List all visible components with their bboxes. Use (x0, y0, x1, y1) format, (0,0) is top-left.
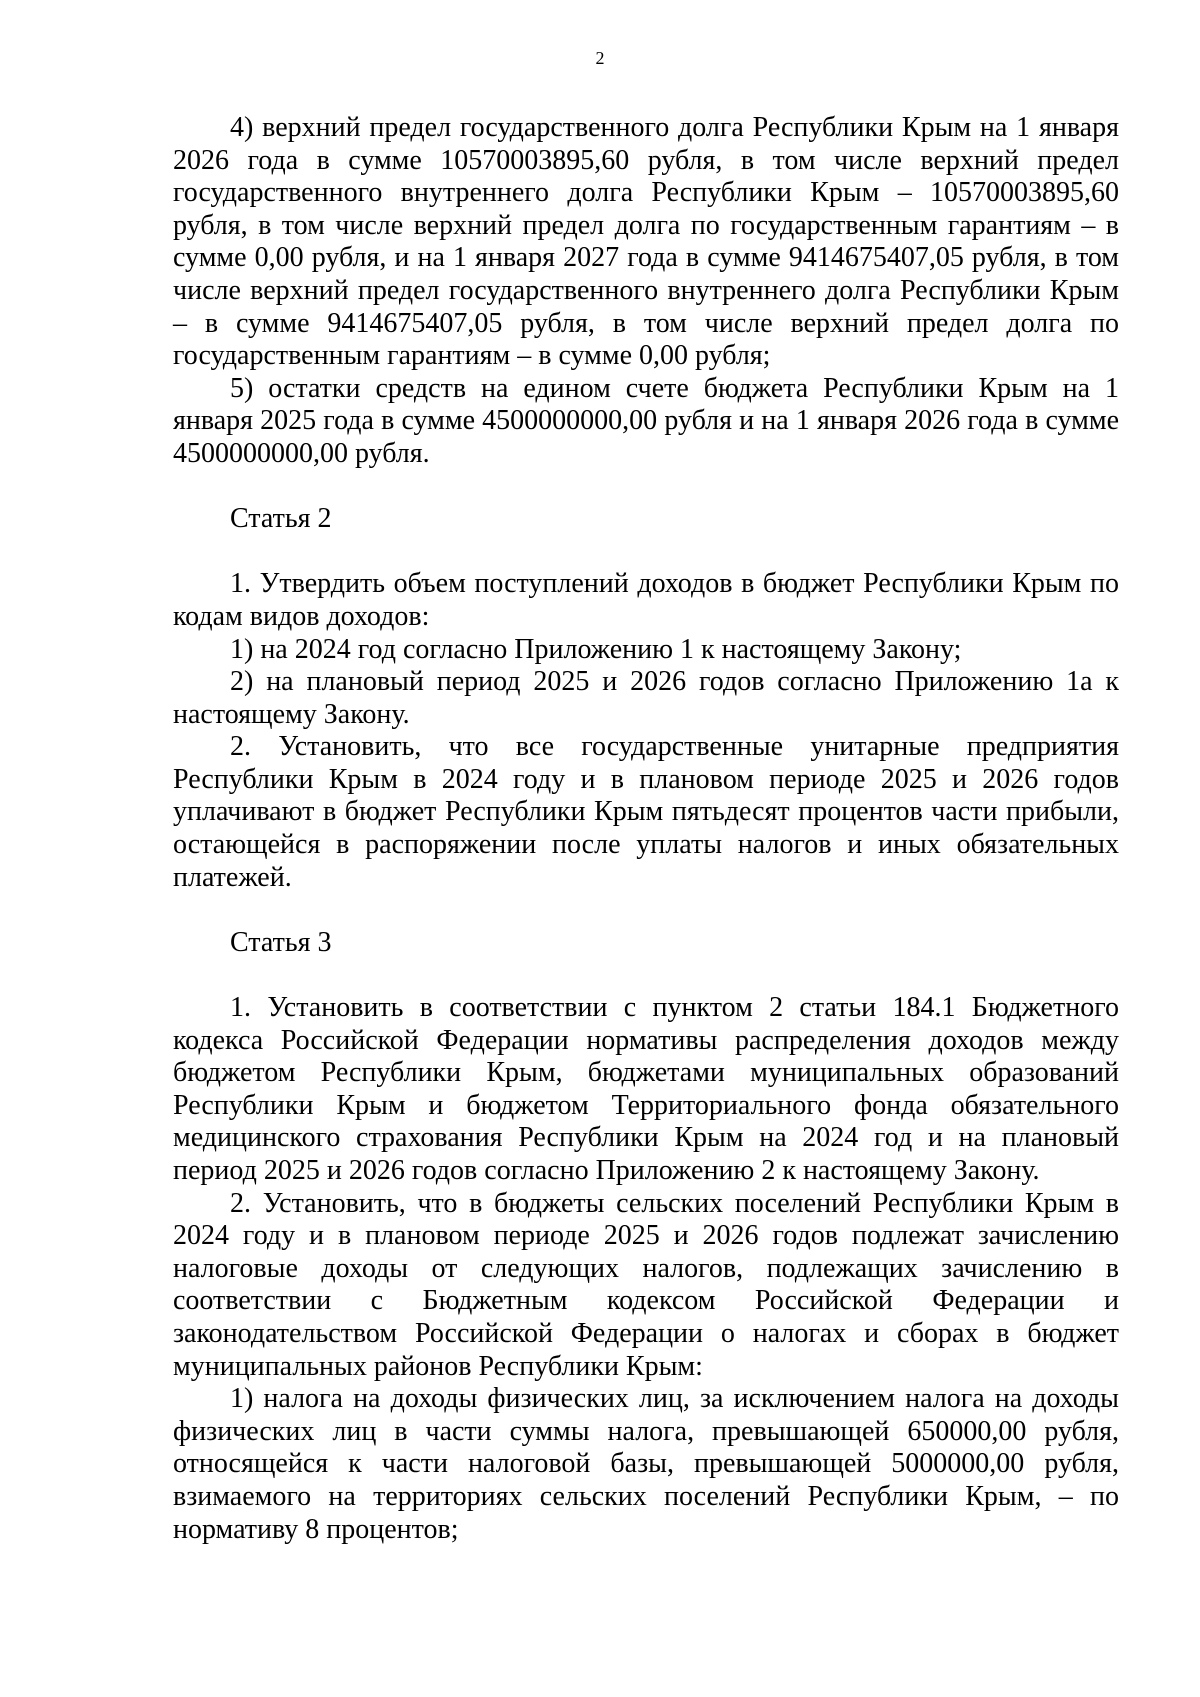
article-heading-3: Статья 3 (230, 926, 332, 958)
paragraph-rural-settlements: 2. Установить, что в бюджеты сельских поселений Республики Крым в 2024 году и в плановом периоде 2025 и 2026 годов подлежат зачислению налоговые доходы от следующих налогов, подлежащих зачислению в соответствии с Бюджетным кодексом Российской Федерации и законодательством Российской Федерации о налогах и сборах в бюджет муниципальных районов Республики Крым: (173, 1187, 1119, 1382)
page-number: 2 (595, 48, 605, 68)
paragraph-revenue-planning: 2) на плановый период 2025 и 2026 годов согласно Приложению 1а к настоящему Закону. (173, 666, 1119, 730)
paragraph-account-balances: 5) остатки средств на едином счете бюджета Республики Крым на 1 января 2025 года в сумме 4500000000,00 рубля и на 1 января 2026 года в сумме 4500000000,00 рубля. (173, 372, 1119, 469)
paragraph-unitary-enterprises: 2. Установить, что все государственные унитарные предприятия Республики Крым в 2024 году и в плановом периоде 2025 и 2026 годов уплачивают в бюджет Республики Крым пятьдесят процентов части прибыли, остающейся в распоряжении после уплаты налогов и иных обязательных платежей. (173, 731, 1119, 893)
paragraph-income-tax: 1) налога на доходы физических лиц, за исключением налога на доходы физических лиц в части суммы налога, превышающей 650000,00 рубля, относящейся к части налоговой базы, превышающей 5000000,00 рубля, взимаемого на территориях сельских поселений Республики Крым, – по нормативу 8 процентов; (173, 1383, 1119, 1545)
paragraph-debt-limit: 4) верхний предел государственного долга Республики Крым на 1 января 2026 года в сумме 10570003895,60 рубля, в том числе верхний предел государственного внутреннего долга Республики Крым – 10570003895,60 рубля, в том числе верхний предел долга по государственным гарантиям – в сумме 0,00 рубля, и на 1 января 2027 года в сумме 9414675407,05 рубля, в том числе верхний предел государственного внутреннего долга Республики Крым – в сумме 9414675407,05 рубля, в том числе верхний предел долга по государственным гарантиям – в сумме 0,00 рубля; (173, 112, 1119, 372)
paragraph-revenue-approval: 1. Утвердить объем поступлений доходов в бюджет Республики Крым по кодам видов доходов: (173, 568, 1119, 632)
article-heading-2: Статья 2 (230, 503, 332, 535)
paragraph-distribution-norms: 1. Установить в соответствии с пунктом 2 статьи 184.1 Бюджетного кодекса Российской Федерации нормативы распределения доходов между бюджетом Республики Крым, бюджетами муниципальных образований Республики Крым и бюджетом Территориального фонда обязательного медицинского страхования Республики Крым на 2024 год и на плановый период 2025 и 2026 годов согласно Приложению 2 к настоящему Закону. (173, 992, 1119, 1186)
document-body (173, 112, 1119, 1546)
paragraph-revenue-2024: 1) на 2024 год согласно Приложению 1 к настоящему Закону; (230, 633, 962, 665)
